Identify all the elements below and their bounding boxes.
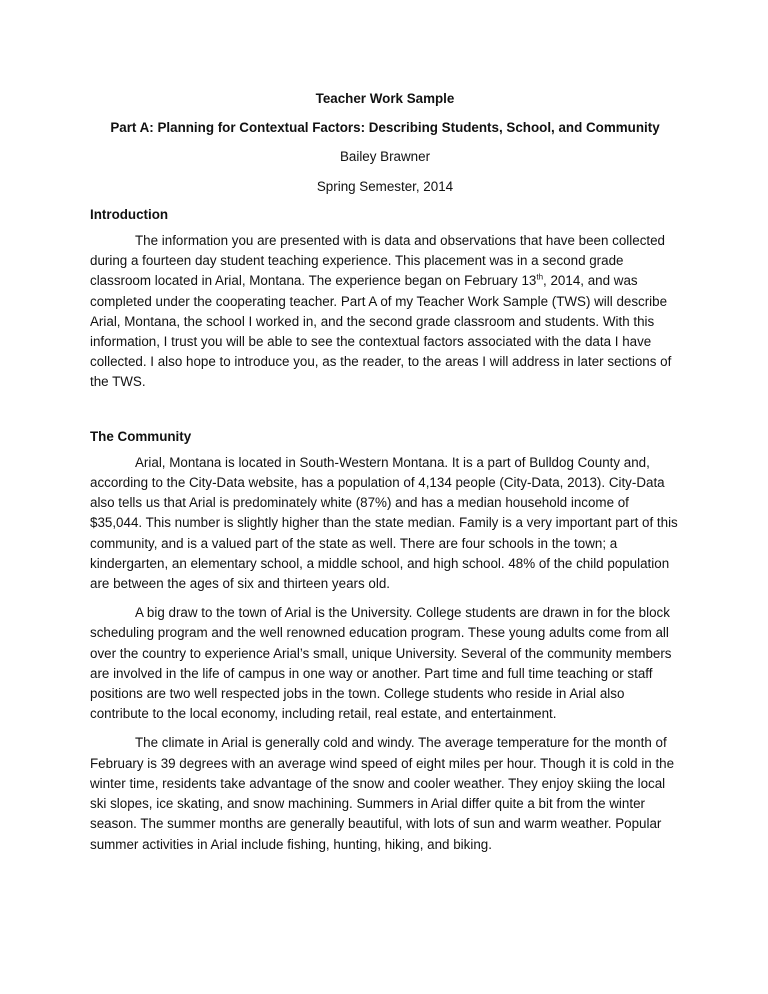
community-paragraph-3: The climate in Arial is generally cold and windy. The average temperature for the month of February is 39 degrees with an average wind speed of eight miles per hour. Though it is cold in the winter time, residents take advantage of the snow and cooler weather. They enjoy skiing the local ski slopes, ice skating, and snow machining. Summers in Arial differ quite a bit from the winter season. The summer months are generally beautiful, with lots of sun and warm weather. Popular summer activities in Arial include fishing, hunting, hiking, and biking. [90, 735, 675, 852]
introduction-paragraph [90, 231, 680, 393]
document-title: Teacher Work Sample [315, 91, 455, 106]
introduction-text-part2: , 2014, and was completed under the cooperating teacher. Part A of my Teacher Work Sample (TWS) will describe Arial, Montana, the school I worked in, and the second grade classroom and students. With this information, I trust you will be able to see the contextual factors associated with the data I have collected. I also hope to introduce you, as the reader, to the areas I will address in later sections of the TWS. [90, 273, 672, 390]
community-heading: The Community [90, 428, 192, 444]
document-date: Spring Semester, 2014 [316, 178, 454, 194]
introduction-text-part1: The information you are presented with is data and observations that have been collected during a fourteen day student teaching experience. This placement was in a second grade classroom located in Arial, Montana. The experience began on February 13 [90, 233, 666, 289]
date-ordinal-suffix: th [536, 272, 544, 282]
community-paragraph-1: Arial, Montana is located in South-Western Montana. It is a part of Bulldog County and, according to the City-Data website, has a population of 4,134 people (City-Data, 2013). City-Data also tells us that Arial is predominately white (87%) and has a median household income of $35,044. This number is slightly higher than the state median. Family is a very important part of this community, and is a valued part of the state as well. There are four schools in the town; a kindergarten, an elementary school, a middle school, and high school. 48% of the child population are between the ages of six and thirteen years old. [90, 454, 678, 592]
author-name: Bailey Brawner [339, 149, 431, 165]
document-subtitle: Part A: Planning for Contextual Factors: Describing Students, School, and Community [110, 120, 660, 136]
community-paragraph-2: A big draw to the town of Arial is the University. College students are drawn in for the block scheduling program and the well renowned education program. These young adults come from all over the country to experience Arial’s small, unique University. Several of the community members are involved in the life of campus in one way or another. Part time and full time teaching or staff positions are two well respected jobs in the town. College students who reside in Arial also contribute to the local economy, including retail, real estate, and entertainment. [90, 605, 672, 722]
introduction-heading: Introduction [90, 206, 169, 222]
document-body [90, 89, 680, 864]
